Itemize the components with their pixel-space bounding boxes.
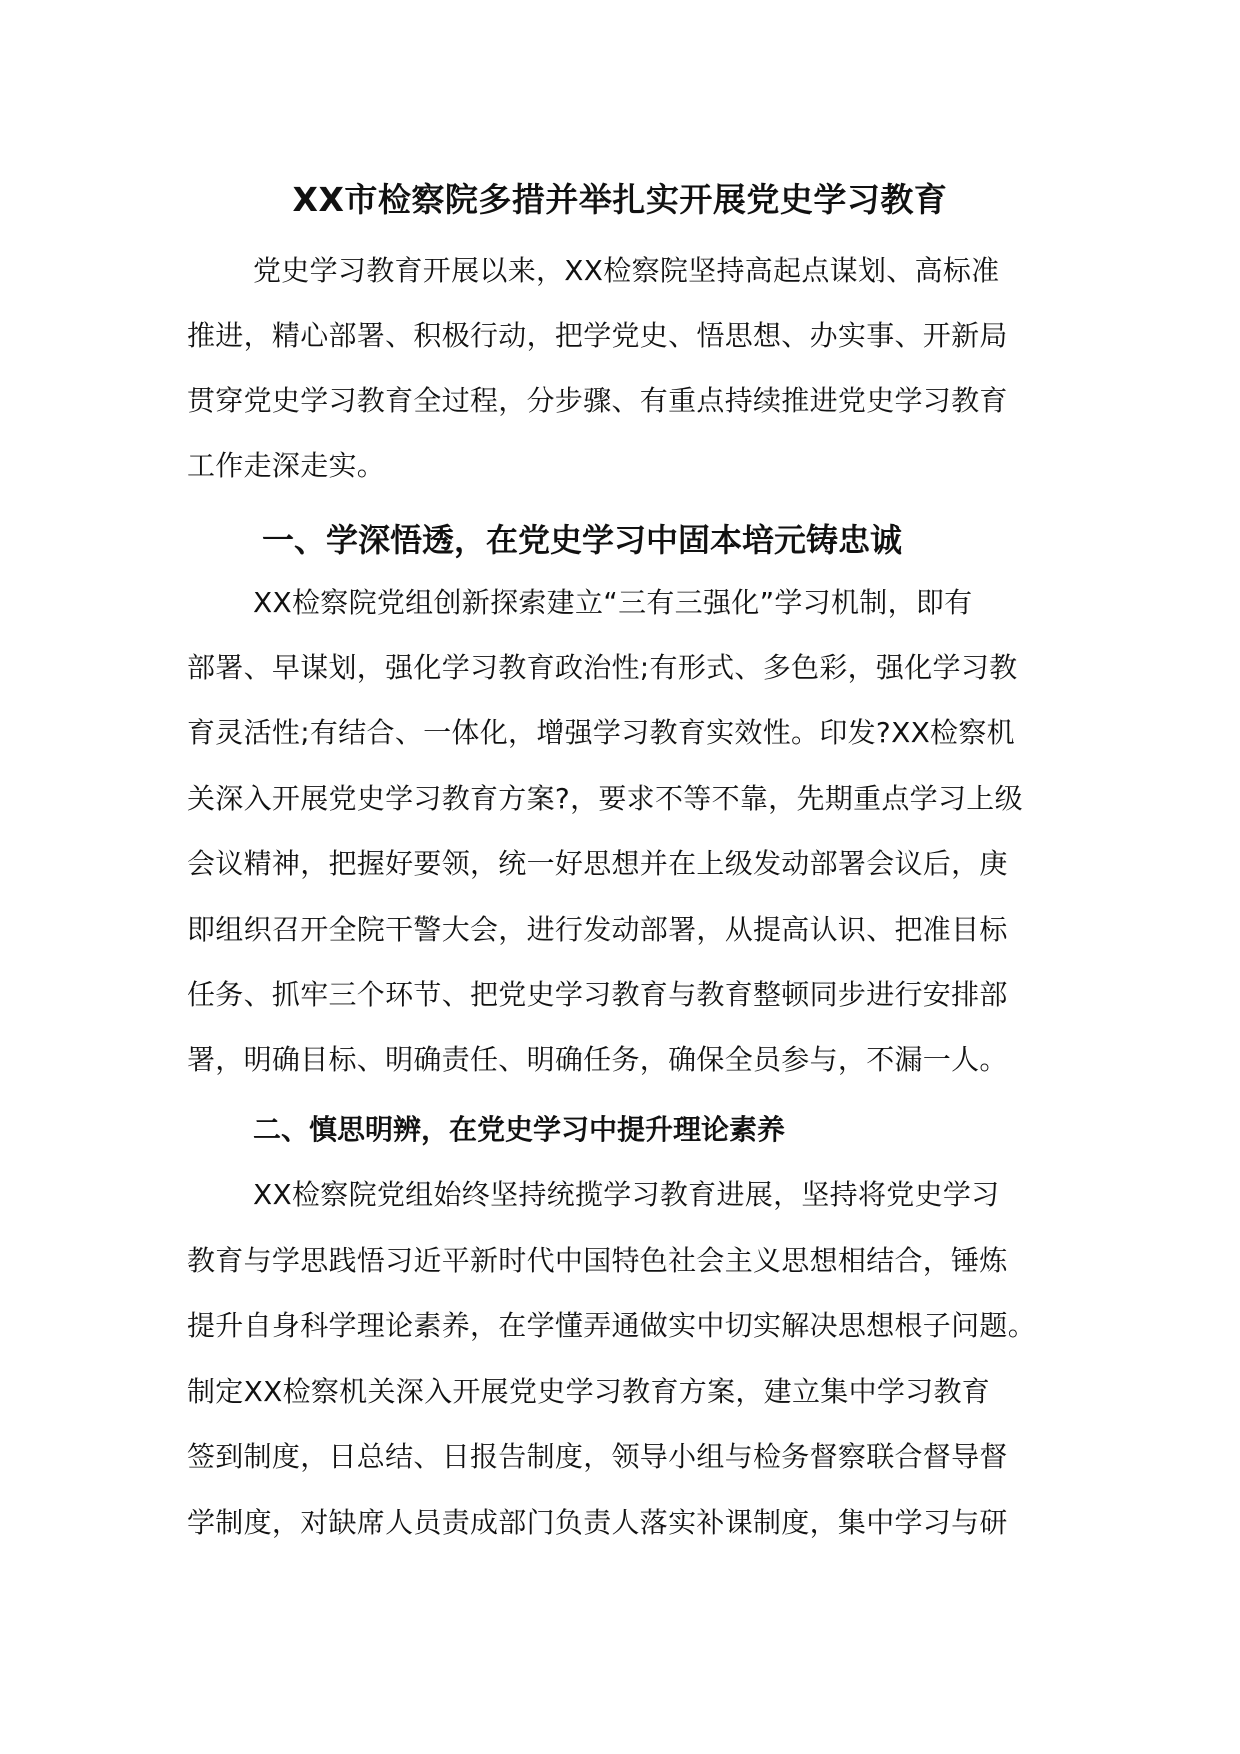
paragraph-line: 部署、早谋划，强化学习教育政治性;有形式、多色彩，强化学习教 — [187, 651, 1018, 684]
paragraph-line: 推进，精心部署、积极行动，把学党史、悟思想、办实事、开新局 — [187, 319, 1008, 352]
paragraph-line: 贯穿党史学习教育全过程，分步骤、有重点持续推进党史学习教育 — [187, 384, 1008, 417]
section-heading-2: 二、慎思明辨，在党史学习中提升理论素养 — [253, 1113, 786, 1146]
paragraph-line: 育灵活性;有结合、一体化，增强学习教育实效性。印发?XX检察机 — [187, 716, 1015, 749]
paragraph-line: 签到制度，日总结、日报告制度，领导小组与检务督察联合督导督 — [187, 1440, 1008, 1473]
paragraph-line: 教育与学思践悟习近平新时代中国特色社会主义思想相结合，锤炼 — [187, 1244, 1008, 1277]
paragraph-line: 制定XX检察机关深入开展党史学习教育方案，建立集中学习教育 — [187, 1375, 991, 1408]
paragraph-line: 任务、抓牢三个环节、把党史学习教育与教育整顿同步进行安排部 — [187, 978, 1008, 1011]
paragraph-line: 关深入开展党史学习教育方案?，要求不等不靠，先期重点学习上级 — [187, 782, 1023, 815]
paragraph-line: 工作走深走实。 — [187, 449, 386, 482]
paragraph-line: 提升自身科学理论素养，在学懂弄通做实中切实解决思想根子问题。 — [187, 1309, 1037, 1342]
paragraph-line: 会议精神，把握好要领，统一好思想并在上级发动部署会议后，庚 — [187, 847, 1008, 880]
paragraph-line: XX检察院党组始终坚持统揽学习教育进展，坚持将党史学习 — [253, 1178, 1000, 1211]
paragraph-line: 党史学习教育开展以来，XX检察院坚持高起点谋划、高标准 — [253, 254, 1000, 287]
paragraph-line: 即组织召开全院干警大会，进行发动部署，从提高认识、把准目标 — [187, 913, 1008, 946]
paragraph-line: XX检察院党组创新探索建立“三有三强化”学习机制，即有 — [253, 586, 973, 619]
paragraph-line: 学制度，对缺席人员责成部门负责人落实补课制度，集中学习与研 — [187, 1506, 1008, 1539]
document-title: XX市检察院多措并举扎实开展党史学习教育 — [292, 180, 948, 219]
paragraph-line: 署，明确目标、明确责任、明确任务，确保全员参与，不漏一人。 — [187, 1043, 1008, 1076]
section-heading-1: 一、学深悟透，在党史学习中固本培元铸忠诚 — [262, 521, 903, 559]
